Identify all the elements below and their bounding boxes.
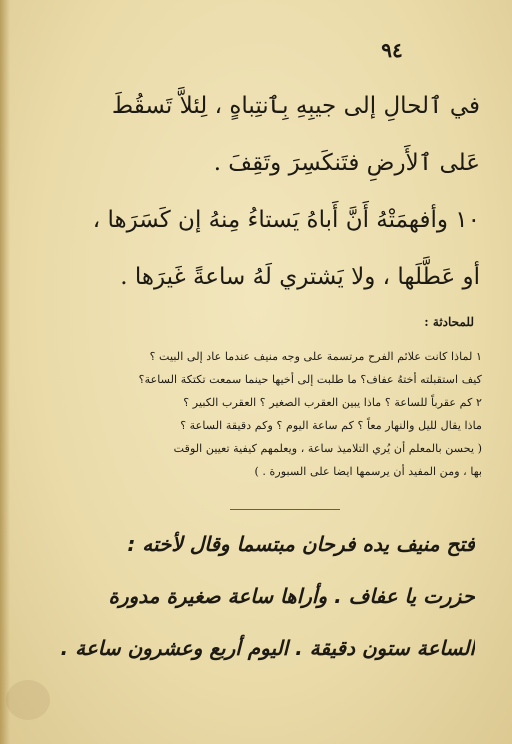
main-text-line: أو عَطَّلَها ، ولا يَشتري لَهُ ساعةً غَيرَها .: [120, 264, 480, 290]
main-text-block: [40, 78, 480, 306]
questions-block: [42, 345, 482, 483]
question-line: ( يحسن بالمعلم أن يُري التلاميذ ساعة ، ويعلمهم كيفية تعيين الوقت: [173, 442, 482, 455]
section-divider: [230, 509, 340, 510]
main-text-line: في ٱلحالِ إلى جيبِهِ بِٱنتِباهٍ ، لِئلاَّ تَسقُطَ: [111, 93, 480, 119]
question-line: ١ لماذا كانت علائم الفرح مرتسمة على وجه منيف عندما عاد إلى البيت ؟: [149, 350, 482, 363]
question-line: ماذا يقال لليل والنهار معاً ؟ كم ساعة اليوم ؟ وكم دقيقة الساعة ؟: [180, 419, 482, 432]
main-text-line: عَلى ٱلأَرضِ فتَنكَسِرَ وتَقِفَ .: [213, 150, 480, 176]
handwritten-line: حزرت يا عفاف . وأراها ساعة صغيرة مدورة: [108, 584, 475, 608]
handwritten-line: فتح منيف يده فرحان مبتسما وقال لأخته :: [127, 532, 475, 556]
page-edge-shadow: [0, 0, 10, 744]
question-line: بها ، ومن المفيد أن يرسمها ايضا على السبورة . ): [254, 465, 482, 478]
page-number: ٩٤: [381, 38, 403, 62]
handwritten-line: الساعة ستون دقيقة . اليوم أربع وعشرون ساعة .: [60, 636, 475, 660]
conversation-heading: للمحادثة :: [424, 315, 474, 329]
paper-stain: [6, 680, 50, 720]
question-line: كيف استقبلته أختهُ عفاف؟ ما طلبت إلى أخيها حينما سمعت تكتكة الساعة؟: [138, 373, 482, 386]
main-text-line: ١٠ وأفهمَتْهُ أَنَّ أَباهُ يَستاءُ مِنهُ إن كَسَرَها ،: [92, 207, 480, 233]
question-line: ٢ كم عقرباً للساعة ؟ ماذا يبين العقرب الصغير ؟ العقرب الكبير ؟: [183, 396, 482, 409]
handwritten-block: [45, 518, 475, 674]
